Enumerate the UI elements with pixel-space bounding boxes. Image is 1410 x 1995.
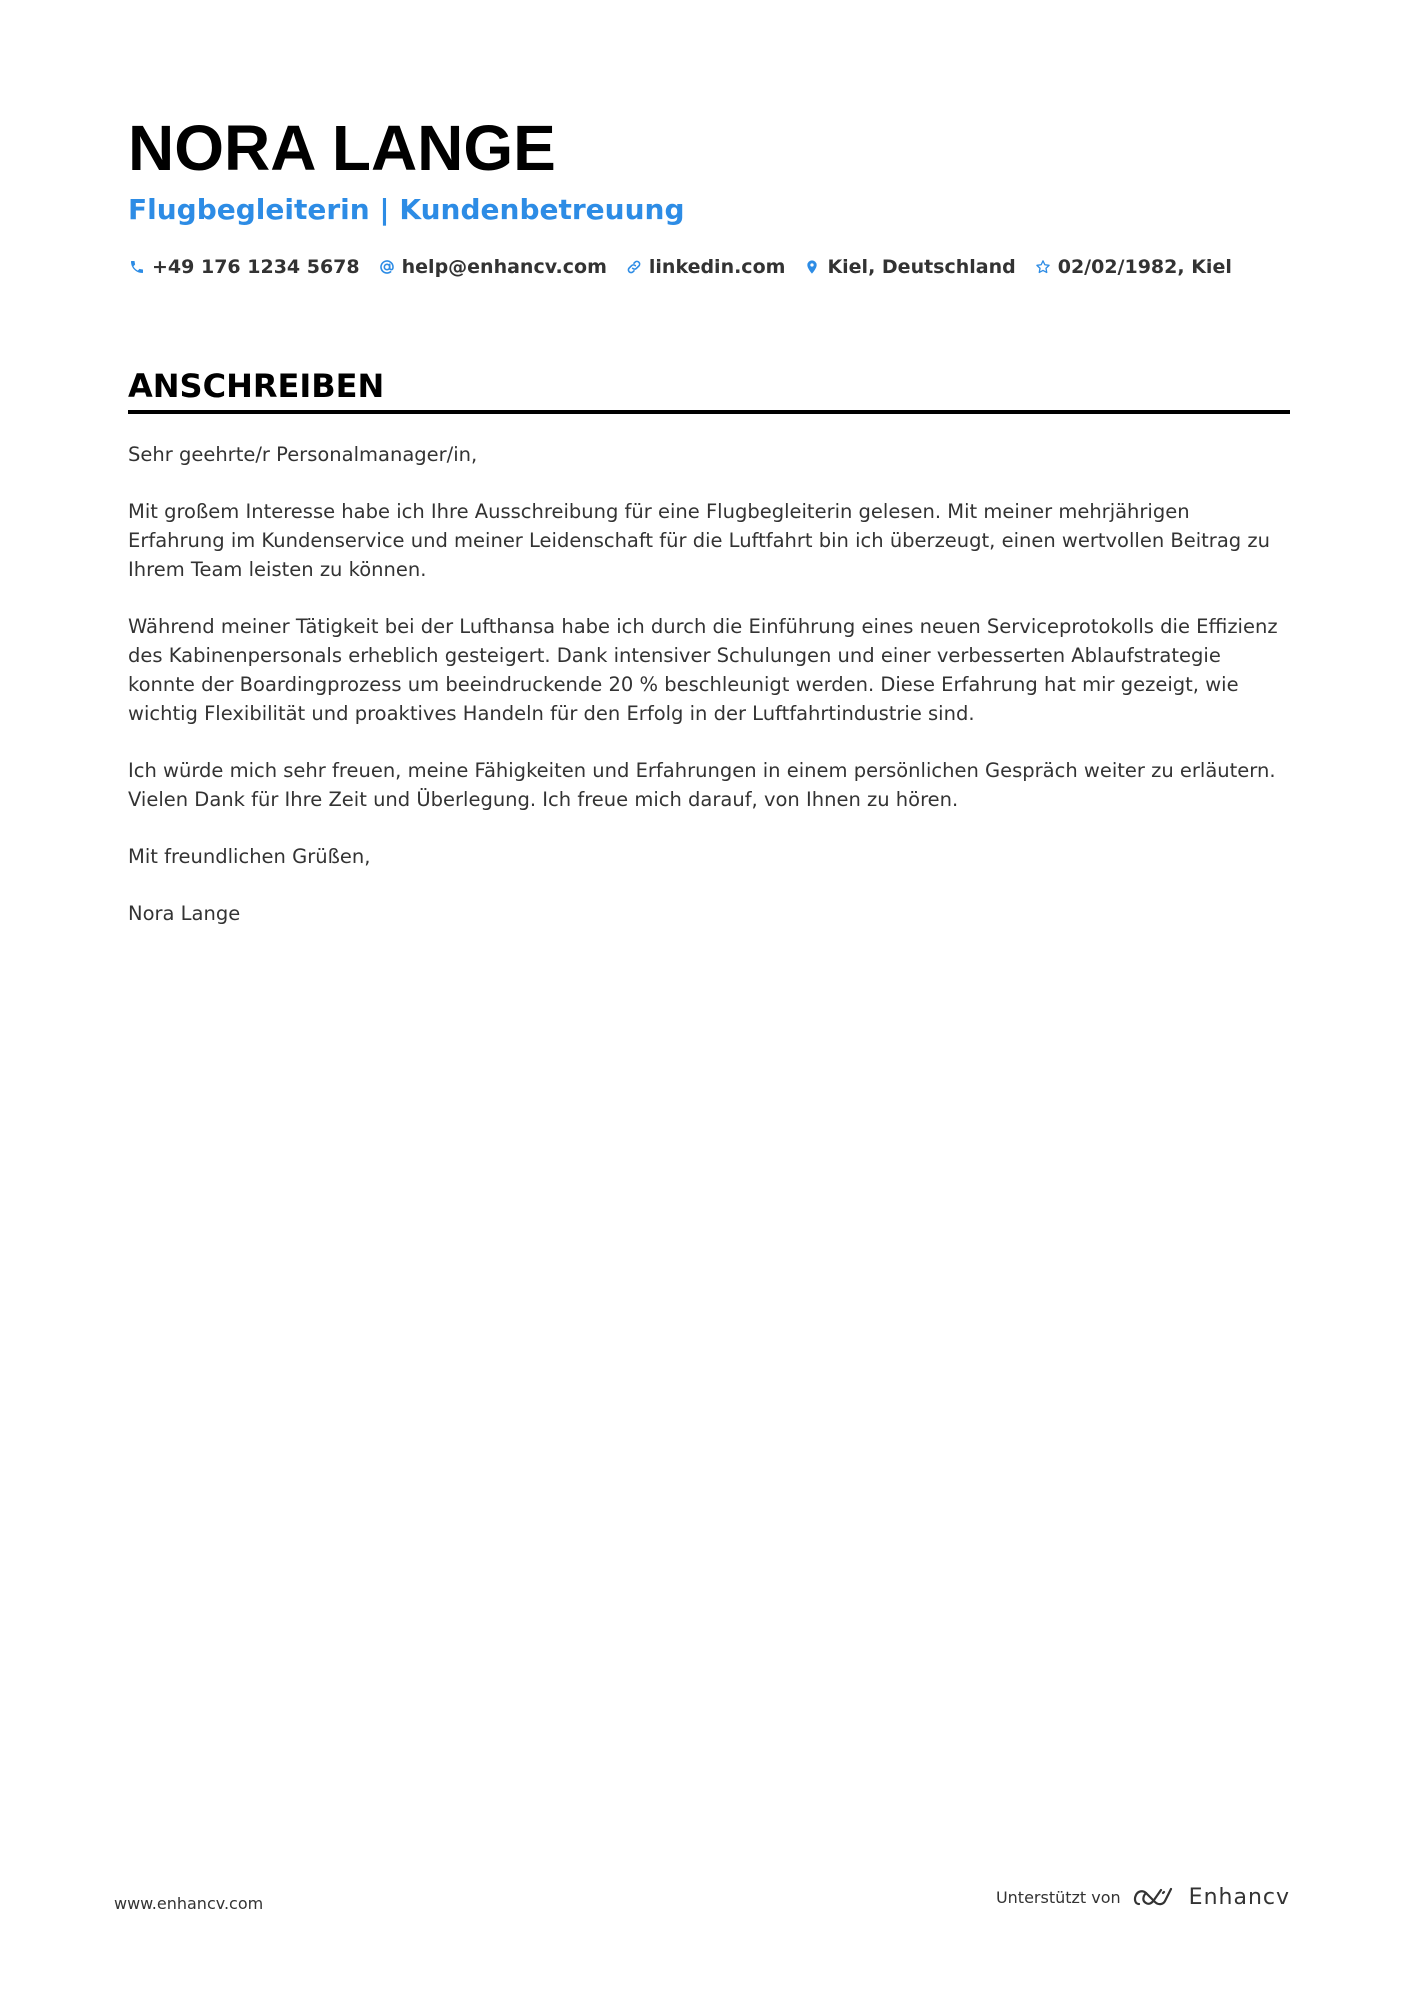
powered-by-label: Unterstützt von bbox=[995, 1887, 1121, 1907]
letter-paragraph: Während meiner Tätigkeit bei der Lufthansa habe ich durch die Einführung eines neuen Serviceprotokolls die Effizienz des Kabinenpersonals erheblich gesteigert. Dank intensiver Schulungen und einer verbesserten Ablaufstrategie konnte der Boardingprozess um beeindruckende 20 % beschleunigt werden. Diese Erfahrung hat mir gezeigt, wie wichtig Flexibilität und proaktives Handeln für den Erfolg in der Luftfahrtindustrie sind. bbox=[128, 615, 1278, 725]
contact-linkedin-text: linkedin.com bbox=[648, 256, 786, 278]
link-icon bbox=[625, 258, 643, 276]
contact-birth-text: 02/02/1982, Kiel bbox=[1057, 256, 1232, 278]
location-pin-icon bbox=[803, 258, 821, 276]
contact-bar bbox=[128, 254, 1250, 280]
contact-email-text: help@enhancv.com bbox=[401, 256, 607, 278]
letter-closing: Mit freundlichen Grüßen, bbox=[128, 845, 371, 868]
at-icon bbox=[378, 258, 396, 276]
job-title: Flugbegleiterin | Kundenbetreuung bbox=[128, 193, 685, 226]
contact-location-text: Kiel, Deutschland bbox=[827, 256, 1016, 278]
contact-phone-text: +49 176 1234 5678 bbox=[152, 256, 360, 278]
letter-signature: Nora Lange bbox=[128, 902, 241, 925]
contact-email[interactable] bbox=[378, 256, 607, 278]
enhancv-logo-icon bbox=[1133, 1884, 1177, 1910]
letter-paragraph: Ich würde mich sehr freuen, meine Fähigkeiten und Erfahrungen in einem persönlichen Gespräch weiter zu erläutern. Vielen Dank für Ihre Zeit und Überlegung. Ich freue mich darauf, von Ihnen zu hören. bbox=[128, 759, 1276, 811]
section-title: ANSCHREIBEN bbox=[128, 367, 385, 405]
phone-icon bbox=[128, 258, 146, 276]
contact-linkedin[interactable] bbox=[625, 256, 786, 278]
letter-salutation: Sehr geehrte/r Personalmanager/in, bbox=[128, 443, 478, 466]
candidate-name: NORA LANGE bbox=[128, 112, 556, 184]
contact-location bbox=[803, 256, 1015, 278]
letter-body bbox=[128, 440, 1290, 956]
enhancv-brand: Enhancv bbox=[1188, 1884, 1290, 1910]
section-divider bbox=[128, 410, 1290, 414]
contact-phone[interactable] bbox=[128, 256, 360, 278]
letter-paragraph: Mit großem Interesse habe ich Ihre Ausschreibung für eine Flugbegleiterin gelesen. Mit meiner mehrjährigen Erfahrung im Kundenservice und meiner Leidenschaft für die Luftfahrt bin ich überzeugt, einen wertvollen Beitrag zu Ihrem Team leisten zu können. bbox=[128, 500, 1270, 581]
powered-by[interactable] bbox=[996, 1884, 1290, 1910]
star-icon bbox=[1034, 258, 1052, 276]
footer-url[interactable]: www.enhancv.com bbox=[114, 1894, 264, 1913]
contact-birth bbox=[1034, 256, 1232, 278]
